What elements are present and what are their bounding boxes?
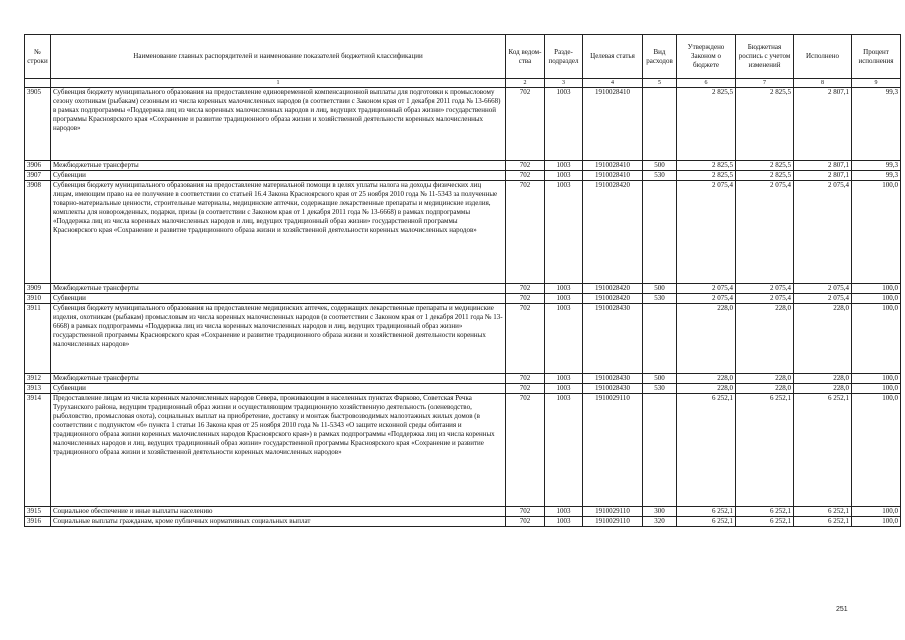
- row-number-cell: 3906: [25, 161, 51, 171]
- approved-cell: 228,0: [677, 304, 736, 374]
- percent-cell: 100,0: [852, 304, 901, 374]
- column-number: 5: [643, 79, 677, 88]
- section-cell: 1003: [545, 171, 583, 181]
- table-row: [25, 517, 901, 527]
- expense-kind-cell: 320: [643, 517, 677, 527]
- row-number-cell: 3907: [25, 171, 51, 181]
- budget-schedule-cell: 2 075,4: [736, 284, 794, 294]
- row-number-cell: 3916: [25, 517, 51, 527]
- column-number: 2: [506, 79, 545, 88]
- section-cell: 1003: [545, 517, 583, 527]
- expense-kind-cell: 300: [643, 507, 677, 517]
- expense-kind-cell: 500: [643, 161, 677, 171]
- table-body: [25, 88, 901, 527]
- row-number-cell: 3909: [25, 284, 51, 294]
- target-item-cell: 1910028420: [583, 181, 643, 284]
- budget-table: [24, 34, 901, 527]
- budget-schedule-cell: 228,0: [736, 304, 794, 374]
- budget-schedule-cell: 2 825,5: [736, 171, 794, 181]
- table-row: [25, 304, 901, 374]
- percent-cell: 100,0: [852, 507, 901, 517]
- percent-cell: 100,0: [852, 181, 901, 284]
- expense-kind-cell: 530: [643, 294, 677, 304]
- header-section: Разде-подраздел: [545, 35, 583, 79]
- budget-schedule-cell: 228,0: [736, 374, 794, 384]
- section-cell: 1003: [545, 284, 583, 294]
- budget-schedule-cell: 2 825,5: [736, 161, 794, 171]
- section-cell: 1003: [545, 374, 583, 384]
- percent-cell: 100,0: [852, 374, 901, 384]
- approved-cell: 6 252,1: [677, 517, 736, 527]
- expense-kind-cell: 500: [643, 374, 677, 384]
- target-item-cell: 1910028430: [583, 304, 643, 374]
- approved-cell: 2 075,4: [677, 294, 736, 304]
- dept-code-cell: 702: [506, 294, 545, 304]
- table-row: [25, 394, 901, 507]
- approved-cell: 2 825,5: [677, 171, 736, 181]
- dept-code-cell: 702: [506, 88, 545, 161]
- target-item-cell: 1910028430: [583, 374, 643, 384]
- table-row: [25, 284, 901, 294]
- row-number-cell: 3911: [25, 304, 51, 374]
- row-name-cell: Социальное обеспечение и иные выплаты населению: [51, 507, 506, 517]
- table-row: [25, 161, 901, 171]
- column-number: 1: [51, 79, 506, 88]
- section-cell: 1003: [545, 304, 583, 374]
- approved-cell: 228,0: [677, 374, 736, 384]
- budget-schedule-cell: 6 252,1: [736, 394, 794, 507]
- target-item-cell: 1910029110: [583, 507, 643, 517]
- table-row: [25, 181, 901, 284]
- executed-cell: 2 075,4: [794, 181, 852, 284]
- approved-cell: 2 075,4: [677, 181, 736, 284]
- row-name-cell: Межбюджетные трансферты: [51, 161, 506, 171]
- dept-code-cell: 702: [506, 384, 545, 394]
- executed-cell: 2 807,1: [794, 171, 852, 181]
- table-row: [25, 171, 901, 181]
- column-number: 7: [736, 79, 794, 88]
- executed-cell: 2 075,4: [794, 294, 852, 304]
- budget-schedule-cell: 2 075,4: [736, 294, 794, 304]
- header-name: Наименование главных распорядителей и наименование показателей бюджетной классификации: [51, 35, 506, 79]
- header-target-item: Целевая статья: [583, 35, 643, 79]
- approved-cell: 2 825,5: [677, 88, 736, 161]
- target-item-cell: 1910028410: [583, 88, 643, 161]
- section-cell: 1003: [545, 384, 583, 394]
- approved-cell: 228,0: [677, 384, 736, 394]
- expense-kind-cell: [643, 88, 677, 161]
- header-percent: Процент исполнения: [852, 35, 901, 79]
- target-item-cell: 1910028430: [583, 384, 643, 394]
- section-cell: 1003: [545, 161, 583, 171]
- page-number: 251: [836, 606, 848, 613]
- row-number-cell: 3910: [25, 294, 51, 304]
- budget-schedule-cell: 6 252,1: [736, 517, 794, 527]
- dept-code-cell: 702: [506, 517, 545, 527]
- expense-kind-cell: 530: [643, 384, 677, 394]
- dept-code-cell: 702: [506, 507, 545, 517]
- approved-cell: 6 252,1: [677, 394, 736, 507]
- row-name-cell: Субвенция бюджету муниципального образования на предоставление медицинских аптечек, содержащих лекарственные препараты и медицинские изделия, охотникам (рыбакам) промысловым из числа коренных малочисленных народов (в соответствии с Законом края от 1 декабря 2011 года № 13-6668) в рамках подпрограммы «Поддержка лиц из числа коренных малочисленных народов и лиц, ведущих традиционный образ жизни» государственной программы Красноярского края «Сохранение и развитие традиционного образа жизни и хозяйственной деятельности коренных малочисленных народов»: [51, 304, 506, 374]
- column-number: 3: [545, 79, 583, 88]
- row-number-cell: 3908: [25, 181, 51, 284]
- row-number-cell: 3913: [25, 384, 51, 394]
- expense-kind-cell: 500: [643, 284, 677, 294]
- dept-code-cell: 702: [506, 161, 545, 171]
- row-number-cell: 3912: [25, 374, 51, 384]
- table-row: [25, 374, 901, 384]
- row-name-cell: Социальные выплаты гражданам, кроме публичных нормативных социальных выплат: [51, 517, 506, 527]
- row-name-cell: Субвенции: [51, 384, 506, 394]
- section-cell: 1003: [545, 181, 583, 284]
- column-number: 8: [794, 79, 852, 88]
- executed-cell: 228,0: [794, 304, 852, 374]
- percent-cell: 99,3: [852, 88, 901, 161]
- budget-schedule-cell: 2 075,4: [736, 181, 794, 284]
- row-name-cell: Субвенции: [51, 171, 506, 181]
- approved-cell: 6 252,1: [677, 507, 736, 517]
- column-number: 9: [852, 79, 901, 88]
- row-number-cell: 3914: [25, 394, 51, 507]
- row-name-cell: Межбюджетные трансферты: [51, 374, 506, 384]
- dept-code-cell: 702: [506, 304, 545, 374]
- section-cell: 1003: [545, 88, 583, 161]
- target-item-cell: 1910028420: [583, 284, 643, 294]
- header-approved: Утверждено Законом о бюджете: [677, 35, 736, 79]
- approved-cell: 2 825,5: [677, 161, 736, 171]
- section-cell: 1003: [545, 294, 583, 304]
- target-item-cell: 1910028410: [583, 171, 643, 181]
- column-number-empty: [25, 79, 51, 88]
- budget-schedule-cell: 2 825,5: [736, 88, 794, 161]
- header-budget-schedule: Бюджетная роспись с учетом изменений: [736, 35, 794, 79]
- expense-kind-cell: [643, 181, 677, 284]
- table-row: [25, 507, 901, 517]
- percent-cell: 100,0: [852, 394, 901, 507]
- executed-cell: 2 807,1: [794, 161, 852, 171]
- table-row: [25, 294, 901, 304]
- percent-cell: 100,0: [852, 384, 901, 394]
- row-name-cell: Предоставление лицам из числа коренных малочисленных народов Севера, проживающим в населенных пунктах Фарково, Советская Речка Туруханского района, ведущим традиционный образ жизни и осуществляющим традиционную хозяйственную деятельность (оленеводство, рыболовство, промысловая охота), социальных выплат на приобретение, доставку и монтаж быстровозводимых малоэтажных жилых домов (в соответствии с подпунктом «б» пункта 1 статьи 16 Закона края от 25 ноября 2010 года № 11-5343 «О защите исконной среды обитания и традиционного образа жизни коренных малочисленных народов Красноярского края») в рамках подпрограммы «Поддержка лиц из числа коренных малочисленных народов и лиц, ведущих традиционный образ жизни» государственной программы Красноярского края «Сохранение и развитие традиционного образа жизни и хозяйственной деятельности коренных малочисленных народов»: [51, 394, 506, 507]
- percent-cell: 99,3: [852, 171, 901, 181]
- row-name-cell: Межбюджетные трансферты: [51, 284, 506, 294]
- row-name-cell: Субвенция бюджету муниципального образования на предоставление единовременной компенсационной выплаты для подготовки к промысловому сезону охотникам (рыбакам) сезонным из числа коренных малочисленных народов (в соответствии с Законом края от 1 декабря 2011 года № 13-6668) в рамках подпрограммы «Поддержка лиц из числа коренных малочисленных народов и лиц, ведущих традиционный образ жизни» государственной программы Красноярского края «Сохранение и развитие традиционного образа жизни и хозяйственной деятельности коренных малочисленных народов»: [51, 88, 506, 161]
- header-row-number: № строки: [25, 35, 51, 79]
- budget-schedule-cell: 6 252,1: [736, 507, 794, 517]
- target-item-cell: 1910028420: [583, 294, 643, 304]
- column-number: 4: [583, 79, 643, 88]
- row-number-cell: 3915: [25, 507, 51, 517]
- executed-cell: 2 807,1: [794, 88, 852, 161]
- percent-cell: 100,0: [852, 284, 901, 294]
- target-item-cell: 1910028410: [583, 161, 643, 171]
- table-header: [25, 35, 901, 88]
- target-item-cell: 1910029110: [583, 517, 643, 527]
- header-dept-code: Код ведом-ства: [506, 35, 545, 79]
- column-number-row: [25, 79, 901, 88]
- executed-cell: 6 252,1: [794, 517, 852, 527]
- table-row: [25, 384, 901, 394]
- dept-code-cell: 702: [506, 284, 545, 294]
- header-executed: Исполнено: [794, 35, 852, 79]
- expense-kind-cell: [643, 394, 677, 507]
- executed-cell: 6 252,1: [794, 394, 852, 507]
- section-cell: 1003: [545, 394, 583, 507]
- row-name-cell: Субвенции: [51, 294, 506, 304]
- section-cell: 1003: [545, 507, 583, 517]
- budget-schedule-cell: 228,0: [736, 384, 794, 394]
- expense-kind-cell: 530: [643, 171, 677, 181]
- target-item-cell: 1910029110: [583, 394, 643, 507]
- executed-cell: 2 075,4: [794, 284, 852, 294]
- dept-code-cell: 702: [506, 394, 545, 507]
- expense-kind-cell: [643, 304, 677, 374]
- approved-cell: 2 075,4: [677, 284, 736, 294]
- row-name-cell: Субвенция бюджету муниципального образования на предоставление материальной помощи в целях уплаты налога на доходы физических лиц лицам, имеющим право на ее получение в соответствии со статьей 16.4 Закона Красноярского края от 25 ноября 2010 года № 11-5343 за полученные товарно-материальные ценности, строительные материалы, медицинские аптечки, содержащие лекарственные препараты и медицинские изделия, комплекты для новорожденных, подарки, призы (в соответствии с Законом края от 1 декабря 2011 года № 13-6668) в рамках подпрограммы «Поддержка лиц из числа коренных малочисленных народов и лиц, ведущих традиционный образ жизни» государственной программы Красноярского края «Сохранение и развитие традиционного образа жизни и хозяйственной деятельности коренных малочисленных народов»: [51, 181, 506, 284]
- dept-code-cell: 702: [506, 171, 545, 181]
- header-expense-kind: Вид расходов: [643, 35, 677, 79]
- percent-cell: 100,0: [852, 294, 901, 304]
- dept-code-cell: 702: [506, 374, 545, 384]
- dept-code-cell: 702: [506, 181, 545, 284]
- percent-cell: 100,0: [852, 517, 901, 527]
- executed-cell: 228,0: [794, 374, 852, 384]
- percent-cell: 99,3: [852, 161, 901, 171]
- executed-cell: 228,0: [794, 384, 852, 394]
- executed-cell: 6 252,1: [794, 507, 852, 517]
- row-number-cell: 3905: [25, 88, 51, 161]
- column-number: 6: [677, 79, 736, 88]
- table-row: [25, 88, 901, 161]
